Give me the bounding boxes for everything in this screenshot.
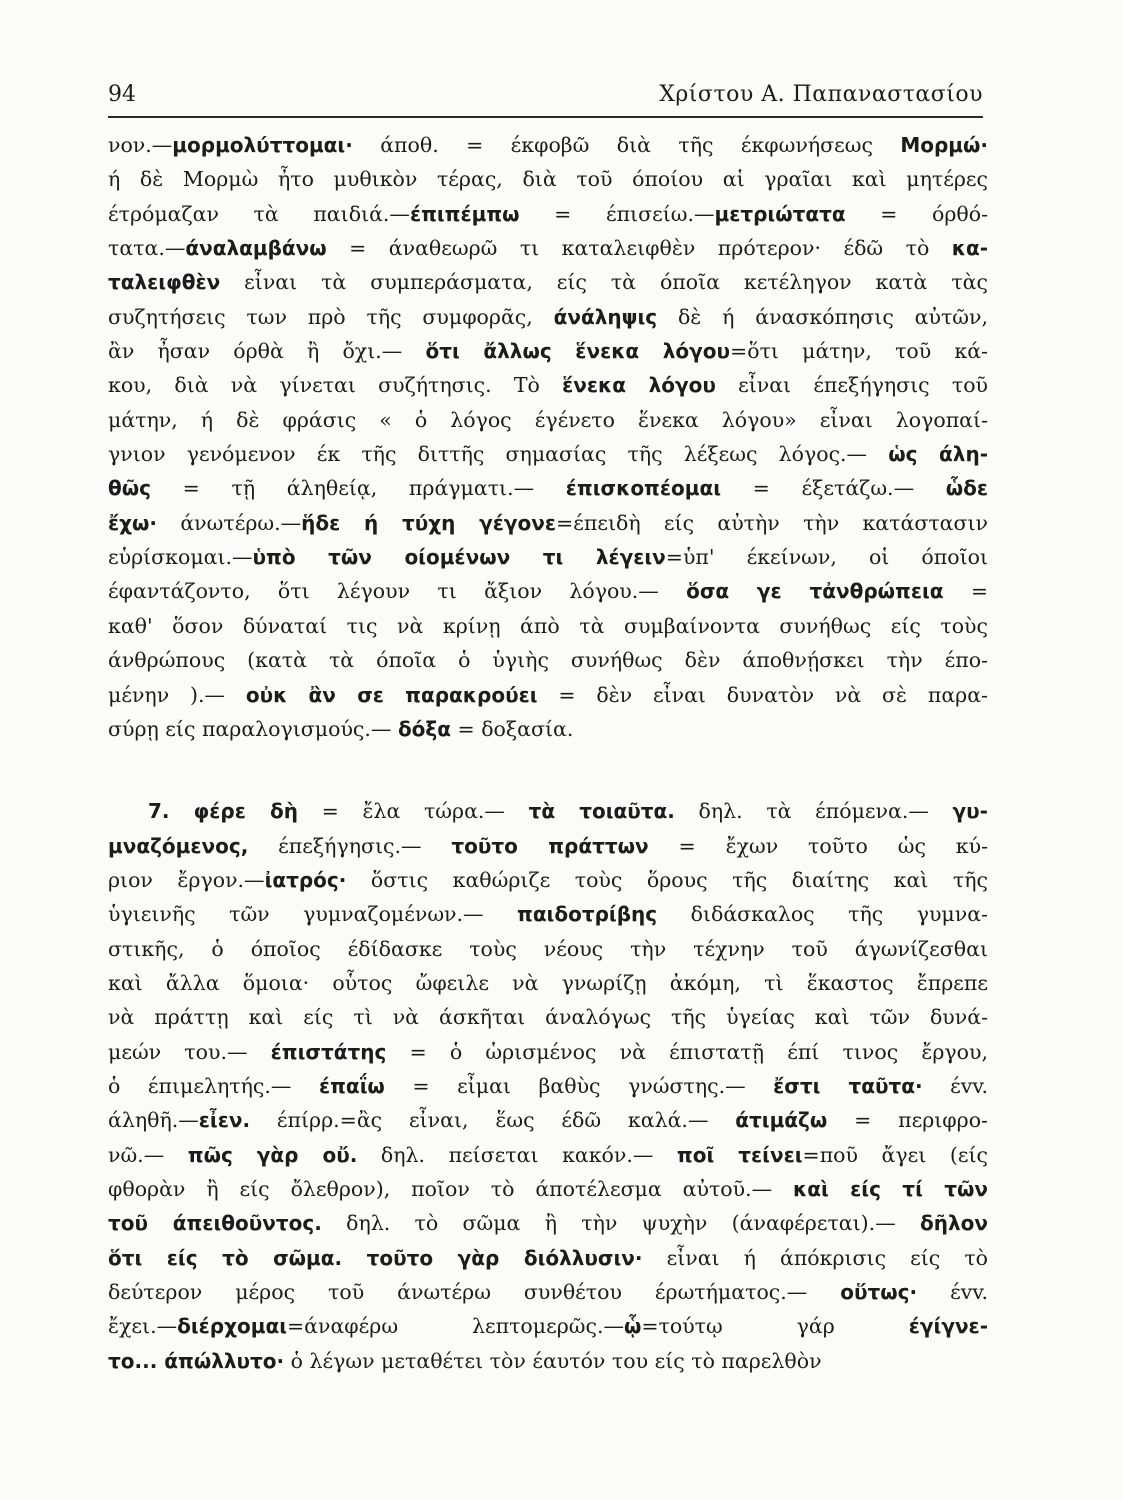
page-header <box>108 70 983 118</box>
text-run: άληθῆ.— <box>108 1108 199 1133</box>
text-line <box>108 897 988 931</box>
text-run: καὶ ἄλλα ὅμοια· οὗτος ὤφειλε νὰ γνωρίζῃ ἀκόμη, τὶ ἕκαστος ἔπρεπε <box>108 970 988 995</box>
text-line <box>108 1241 988 1275</box>
text-line <box>108 609 988 643</box>
text-line <box>108 863 988 897</box>
text-run: δεύτερον μέρος τοῦ άνωτέρω συνθέτου έρωτήματος.— <box>108 1280 841 1304</box>
text-run: εὑρίσκομαι.— <box>108 545 253 570</box>
text-line <box>108 265 988 299</box>
text-run: δὲ ή άνασκόπησις αὐτῶν, <box>657 304 988 329</box>
text-line <box>108 712 988 746</box>
text-run: γνιον γενόμενον έκ τῆς διττῆς σημασίας τῆς λέξεως λόγος.— <box>108 442 889 467</box>
text-run: =τούτῳ γάρ <box>641 1314 909 1339</box>
text-run: = άναθεωρῶ τι καταλειφθὲν πρότερον· έδῶ τὸ <box>326 236 952 261</box>
bold-lemma: ὑπὸ τῶν οίομένων τι λέγειν <box>252 545 666 570</box>
bold-lemma: ὅτι ἄλλως ἕνεκα λόγου <box>425 339 731 364</box>
text-line <box>108 231 988 265</box>
bold-lemma: εἶεν. <box>198 1108 251 1133</box>
text-line <box>108 1344 988 1378</box>
bold-lemma: έπαΐω <box>318 1073 385 1098</box>
bold-lemma: ὅτι είς τὸ σῶμα. τοῦτο γὰρ διόλλυσιν· <box>108 1245 643 1270</box>
text-run: =ὑπ' έκείνων, οἱ όποῖοι <box>665 545 988 570</box>
bold-lemma: 7. φέρε δὴ <box>148 799 298 824</box>
bold-lemma: ταλειφθὲν <box>108 270 221 295</box>
bold-lemma: έπιστάτης <box>270 1039 387 1064</box>
text-run: = ὁ ὡρισμένος νὰ έπιστατῇ έπί τινος ἔργου, <box>386 1039 988 1064</box>
text-run: φθορὰν ἢ είς ὄλεθρον), ποῖον τὸ άποτέλεσμα αὐτοῦ.— <box>108 1176 794 1201</box>
text-run: =έπειδὴ είς αὐτὴν τὴν κατάστασιν <box>556 510 988 535</box>
text-run: = έξετάζω.— <box>721 476 946 501</box>
bold-lemma: ὅσα γε τἀνθρώπεια <box>686 579 944 604</box>
text-run: συζητήσεις των πρὸ τῆς συμφορᾶς, <box>108 304 554 329</box>
text-run: τατα.— <box>108 236 186 261</box>
text-line <box>108 932 988 966</box>
bold-lemma: οὕτως· <box>840 1280 918 1304</box>
text-run: ή δὲ Μορμὼ ἦτο μυθικὸν τέρας, διὰ τοῦ όποίου αἱ γραῖαι καὶ μητέρες <box>108 167 988 192</box>
text-line <box>108 403 988 437</box>
text-line <box>108 574 988 608</box>
text-run: νὰ πράττῃ καὶ είς τὶ νὰ άσκῆται άναλόγως τῆς ὑγείας καὶ τῶν δυνά- <box>108 1005 988 1030</box>
text-line <box>108 678 988 712</box>
text-run: εἶναι ή άπόκρισις είς τὸ <box>642 1245 988 1270</box>
text-line <box>108 368 988 402</box>
text-run: ὅστις καθώριζε τοὺς ὅρους τῆς διαίτης καὶ τῆς <box>346 867 988 892</box>
text-line <box>108 162 988 196</box>
bold-lemma: παιδοτρίβης <box>517 902 658 927</box>
text-line <box>108 437 988 471</box>
text-line <box>108 1309 988 1343</box>
bold-lemma: μορμολύττομαι· <box>172 133 353 157</box>
bold-lemma: οὐκ ἂν σε παρακρούει <box>245 682 538 707</box>
text-run: = ἔλα τώρα.— <box>297 799 529 824</box>
bold-lemma: ὧδε <box>945 476 988 501</box>
text-run: =ποῦ ἄγει (είς <box>802 1142 988 1167</box>
text-run: στικῆς, ὁ όποῖος έδίδασκε τοὺς νέους τὴν τέχνην τοῦ άγωνίζεσθαι <box>108 936 988 961</box>
text-run: μάτην, ή δὲ φράσις « ὁ λόγος έγένετο ἕνεκα λόγου» εἶναι λογοπαί- <box>108 407 988 432</box>
text-run: δηλ. πείσεται κακόν.— <box>357 1142 677 1167</box>
text-run: άνθρώπους (κατὰ τὰ όποῖα ὁ ὑγιὴς συνήθως δὲν άποθνῄσκει τὴν έπο- <box>108 648 988 673</box>
page-number: 94 <box>108 82 136 107</box>
text-line <box>108 506 988 540</box>
text-run: = <box>943 579 989 604</box>
text-run: διδάσκαλος τῆς γυμνα- <box>657 902 988 927</box>
text-run: έτρόμαζαν τὰ παιδιά.— <box>108 201 410 226</box>
text-run: ριον ἔργον.— <box>108 867 265 892</box>
bold-lemma: ὡς άλη- <box>888 442 988 467</box>
bold-lemma: ἰατρός· <box>264 867 347 892</box>
paragraph-2 <box>108 794 988 1378</box>
bold-lemma: τοῦτο πράττων <box>451 833 649 858</box>
bold-lemma: άνάληψις <box>553 304 658 329</box>
text-run: έvv. <box>917 1280 988 1304</box>
text-run: καθ' ὅσον δύναταί τις νὰ κρίνῃ άπὸ τὰ συμβαίνοντα συνήθως είς τοὺς <box>108 613 988 638</box>
text-run: σύρῃ είς παραλογισμούς.— <box>108 716 398 741</box>
bold-lemma: ἕνεκα λόγου <box>562 373 716 398</box>
text-line <box>108 1172 988 1206</box>
bold-lemma: διέρχομαι <box>177 1314 287 1339</box>
text-line <box>108 197 988 231</box>
text-line <box>108 471 988 505</box>
bold-lemma: μναζόμενος, <box>108 833 249 858</box>
text-run: = δὲν εἶναι δυνατὸν νὰ σὲ παρα- <box>537 682 988 707</box>
text-run: άνωτέρω.— <box>157 510 302 535</box>
bold-lemma: δῆλον <box>920 1211 988 1236</box>
bold-lemma: μετριώτατα <box>714 201 846 226</box>
bold-lemma: τοῦ άπειθοῦντος. <box>108 1211 322 1236</box>
text-line <box>108 1206 988 1240</box>
text-run: ὑγιεινῆς τῶν γυμναζομένων.— <box>108 902 517 927</box>
text-run: ἂν ἦσαν όρθὰ ἢ ὄχι.— <box>108 339 426 364</box>
text-run: = τῇ άληθείᾳ, πράγματι.— <box>150 476 566 501</box>
text-run: = δοξασία. <box>450 716 574 741</box>
bold-lemma: το... άπώλλυτο· <box>108 1348 285 1373</box>
body-text <box>108 128 988 1378</box>
paragraph-1 <box>108 128 988 746</box>
text-line <box>108 966 988 1000</box>
text-line <box>108 1035 988 1069</box>
bold-lemma: καὶ είς τί τῶν <box>793 1176 988 1201</box>
running-head: Χρίστου Α. Παπαναστασίου <box>659 82 983 107</box>
text-run: ἔχει.— <box>108 1314 178 1339</box>
text-run: έvv. <box>922 1073 988 1098</box>
text-run: εἶναι έπεξήγησις τοῦ <box>715 373 989 398</box>
text-run: κου, διὰ νὰ γίνεται συζήτησις. Τὸ <box>108 373 563 398</box>
text-line <box>108 300 988 334</box>
bold-lemma: ἔχω· <box>108 510 158 535</box>
text-line <box>108 1000 988 1034</box>
text-run: = εἶμαι βαθὺς γνώστης.— <box>384 1073 774 1098</box>
text-run: = ἔχων τοῦτο ὡς κύ- <box>648 833 989 858</box>
text-line <box>108 1103 988 1137</box>
text-line <box>108 334 988 368</box>
bold-lemma: πῶς γὰρ οὔ. <box>187 1142 358 1167</box>
bold-lemma: γυ- <box>952 799 988 824</box>
text-line <box>108 643 988 677</box>
text-line <box>108 1275 988 1309</box>
bold-lemma: Μορμώ· <box>900 133 988 157</box>
bold-lemma: ᾧ <box>623 1314 642 1339</box>
text-run: έπεξήγησις.— <box>248 833 452 858</box>
bold-lemma: άτιμάζω <box>735 1108 828 1133</box>
text-run: = έπισείω.— <box>519 201 715 226</box>
bold-lemma: έπισκοπέομαι <box>565 476 721 501</box>
bold-lemma: θῶς <box>108 476 151 501</box>
text-run: νῶ.— <box>108 1142 188 1167</box>
bold-lemma: τὰ τοιαῦτα. <box>528 799 675 824</box>
bold-lemma: έγίγνε- <box>908 1314 988 1339</box>
bold-lemma: δόξα <box>397 716 451 741</box>
text-run: άποθ. = έκφοβῶ διὰ τῆς έκφωνήσεως <box>352 133 901 157</box>
bold-lemma: κα- <box>951 236 988 261</box>
bold-lemma: ἥδε ή τύχη γέγονε <box>301 510 557 535</box>
text-run: ὁ έπιμελητής.— <box>108 1073 319 1098</box>
text-run: έπίρρ.=ἂς εἶναι, ἕως έδῶ καλά.— <box>250 1108 736 1133</box>
text-line <box>108 540 988 574</box>
text-run: έφαντάζοντο, ὅτι λέγουν τι ἄξιον λόγου.— <box>108 579 687 604</box>
bold-lemma: έπιπέμπω <box>409 201 520 226</box>
text-line <box>108 1138 988 1172</box>
bold-lemma: ἔστι ταῦτα· <box>773 1073 923 1098</box>
text-run: νον.— <box>108 133 173 157</box>
text-run: =ὅτι μάτην, τοῦ κά- <box>730 339 988 364</box>
paragraph-gap <box>108 746 988 794</box>
text-line <box>108 829 988 863</box>
text-run: = όρθό- <box>845 201 989 226</box>
bold-lemma: ποῖ τείνει <box>676 1142 803 1167</box>
text-run: = περιφρο- <box>827 1108 988 1133</box>
text-run: δηλ. τὰ έπόμενα.— <box>674 799 953 824</box>
text-run: μένην ).— <box>108 682 246 707</box>
text-run: μεών του.— <box>108 1039 271 1064</box>
text-run: δηλ. τὸ σῶμα ἢ τὴν ψυχὴν (άναφέρεται).— <box>321 1211 920 1236</box>
bold-lemma: άναλαμβάνω <box>185 236 327 261</box>
text-run: εἶναι τὰ συμπεράσματα, είς τὰ όποῖα κετέληγον κατὰ τὰς <box>220 270 988 295</box>
text-run: =άναφέρω λεπτομερῶς.— <box>286 1314 624 1339</box>
text-line <box>108 128 988 162</box>
text-line <box>108 794 988 828</box>
text-line <box>108 1069 988 1103</box>
text-run: ὁ λέγων μεταθέτει τὸν έαυτόν του είς τὸ παρελθὸν <box>284 1348 822 1373</box>
